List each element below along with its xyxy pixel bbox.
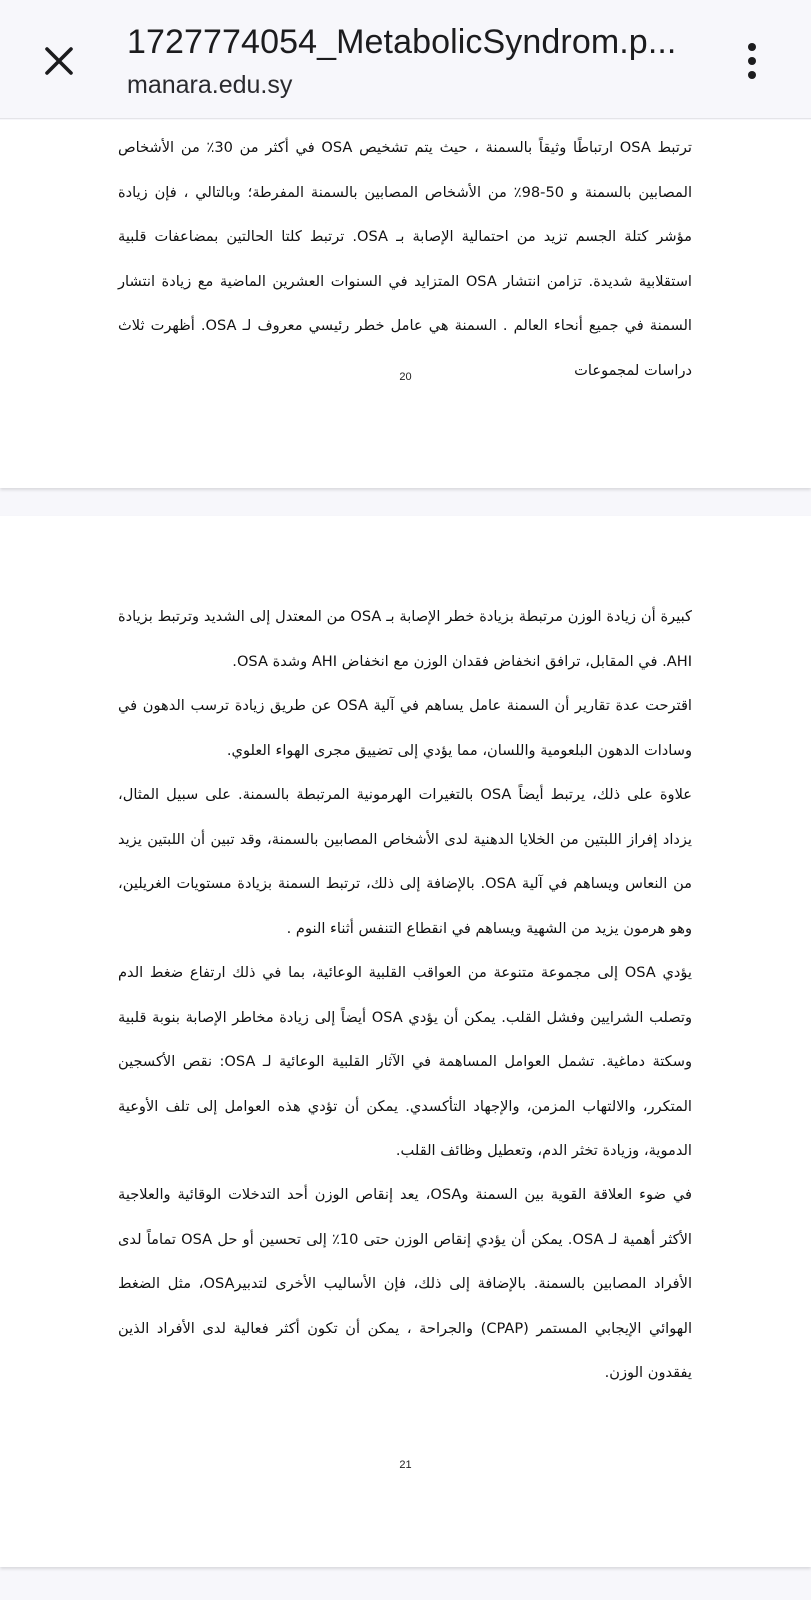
paragraph: في ضوء العلاقة القوية بين السمنة وOSA، يعد إنقاص الوزن أحد التدخلات الوقائية والعلاجية الأكثر أهمية لـ OSA. يمكن أن يؤدي إنقاص الوزن حتى 10٪ إلى تحسين أو حل OSA تماماً لدى الأفراد المصابين بالسمنة. بالإضافة إلى ذلك، فإن الأساليب الأخرى لتدبيرOSA، مثل الضغط الهوائي الإيجابي المستمر (CPAP) والجراحة ، يمكن أن تكون أكثر فعالية لدى الأفراد الذين يفقدون الوزن. — [118, 1186, 693, 1381]
page-number: 21 — [399, 1459, 412, 1471]
more-vertical-icon-dot — [748, 57, 756, 65]
close-icon — [44, 46, 74, 76]
more-vertical-icon-dot — [748, 71, 756, 79]
close-button[interactable] — [36, 38, 82, 84]
more-options-button[interactable] — [734, 38, 770, 84]
paragraph: كبيرة أن زيادة الوزن مرتبطة بزيادة خطر الإصابة بـ OSA من المعتدل إلى الشديد وترتبط بزيادة AHI. في المقابل، ترافق انخفاض فقدان الوزن مع انخفاض AHI وشدة OSA. — [118, 608, 692, 670]
document-domain: manara.edu.sy — [127, 71, 293, 99]
pdf-viewer-header — [0, 0, 811, 119]
pdf-page-21 — [0, 516, 811, 1567]
more-vertical-icon — [748, 43, 756, 51]
paragraph: علاوة على ذلك، يرتبط أيضاً OSA بالتغيرات الهرمونية المرتبطة بالسمنة. على سبيل المثال، يزداد إفراز اللبتين من الخلايا الدهنية لدى الأشخاص المصابين بالسمنة، وقد تبين أن اللبتين يزيد من النعاس ويساهم في آلية OSA. بالإضافة إلى ذلك، ترتبط السمنة بزيادة مستويات الغريلين، وهو هرمون يزيد من الشهية ويساهم في انقطاع التنفس أثناء النوم . — [118, 786, 692, 937]
paragraph: اقترحت عدة تقارير أن السمنة عامل يساهم في آلية OSA عن طريق زيادة ترسب الدهون في وسادات الدهون البلعومية واللسان، مما يؤدي إلى تضييق مجرى الهواء العلوي. — [118, 697, 692, 759]
paragraph: ترتبط OSA ارتباطًا وثيقاً بالسمنة ، حيث يتم تشخيص OSA في أكثر من 30٪ من الأشخاص المصابين بالسمنة و 50-98٪ من الأشخاص المصابين بالسمنة المفرطة؛ وبالتالي ، فإن زيادة مؤشر كتلة الجسم تزيد من احتمالية الإصابة بـ OSA. ترتبط كلتا الحالتين بمضاعفات قلبية استقلابية شديدة. تزامن انتشار OSA المتزايد في السنوات العشرين الماضية مع زيادة انتشار السمنة في جميع أنحاء العالم . السمنة هي عامل خطر رئيسي معروف لـ OSA. أظهرت ثلاث دراسات لمجموعات — [118, 139, 692, 379]
document-title: 1727774054_MetabolicSyndrom.p... — [127, 23, 677, 61]
pdf-page-20 — [0, 120, 811, 488]
page-number: 20 — [399, 371, 412, 383]
paragraph: يؤدي OSA إلى مجموعة متنوعة من العواقب القلبية الوعائية، بما في ذلك ارتفاع ضغط الدم وتصلب الشرايين وفشل القلب. يمكن أن يؤدي OSA أيضاً إلى زيادة مخاطر الإصابة بنوبة قلبية وسكتة دماغية. تشمل العوامل المساهمة في الآثار القلبية الوعائية لـ OSA: نقص الأكسجين المتكرر، والالتهاب المزمن، والإجهاد التأكسدي. يمكن أن تؤدي هذه العوامل إلى تلف الأوعية الدموية، وزيادة تخثر الدم، وتعطيل وظائف القلب. — [118, 964, 693, 1159]
